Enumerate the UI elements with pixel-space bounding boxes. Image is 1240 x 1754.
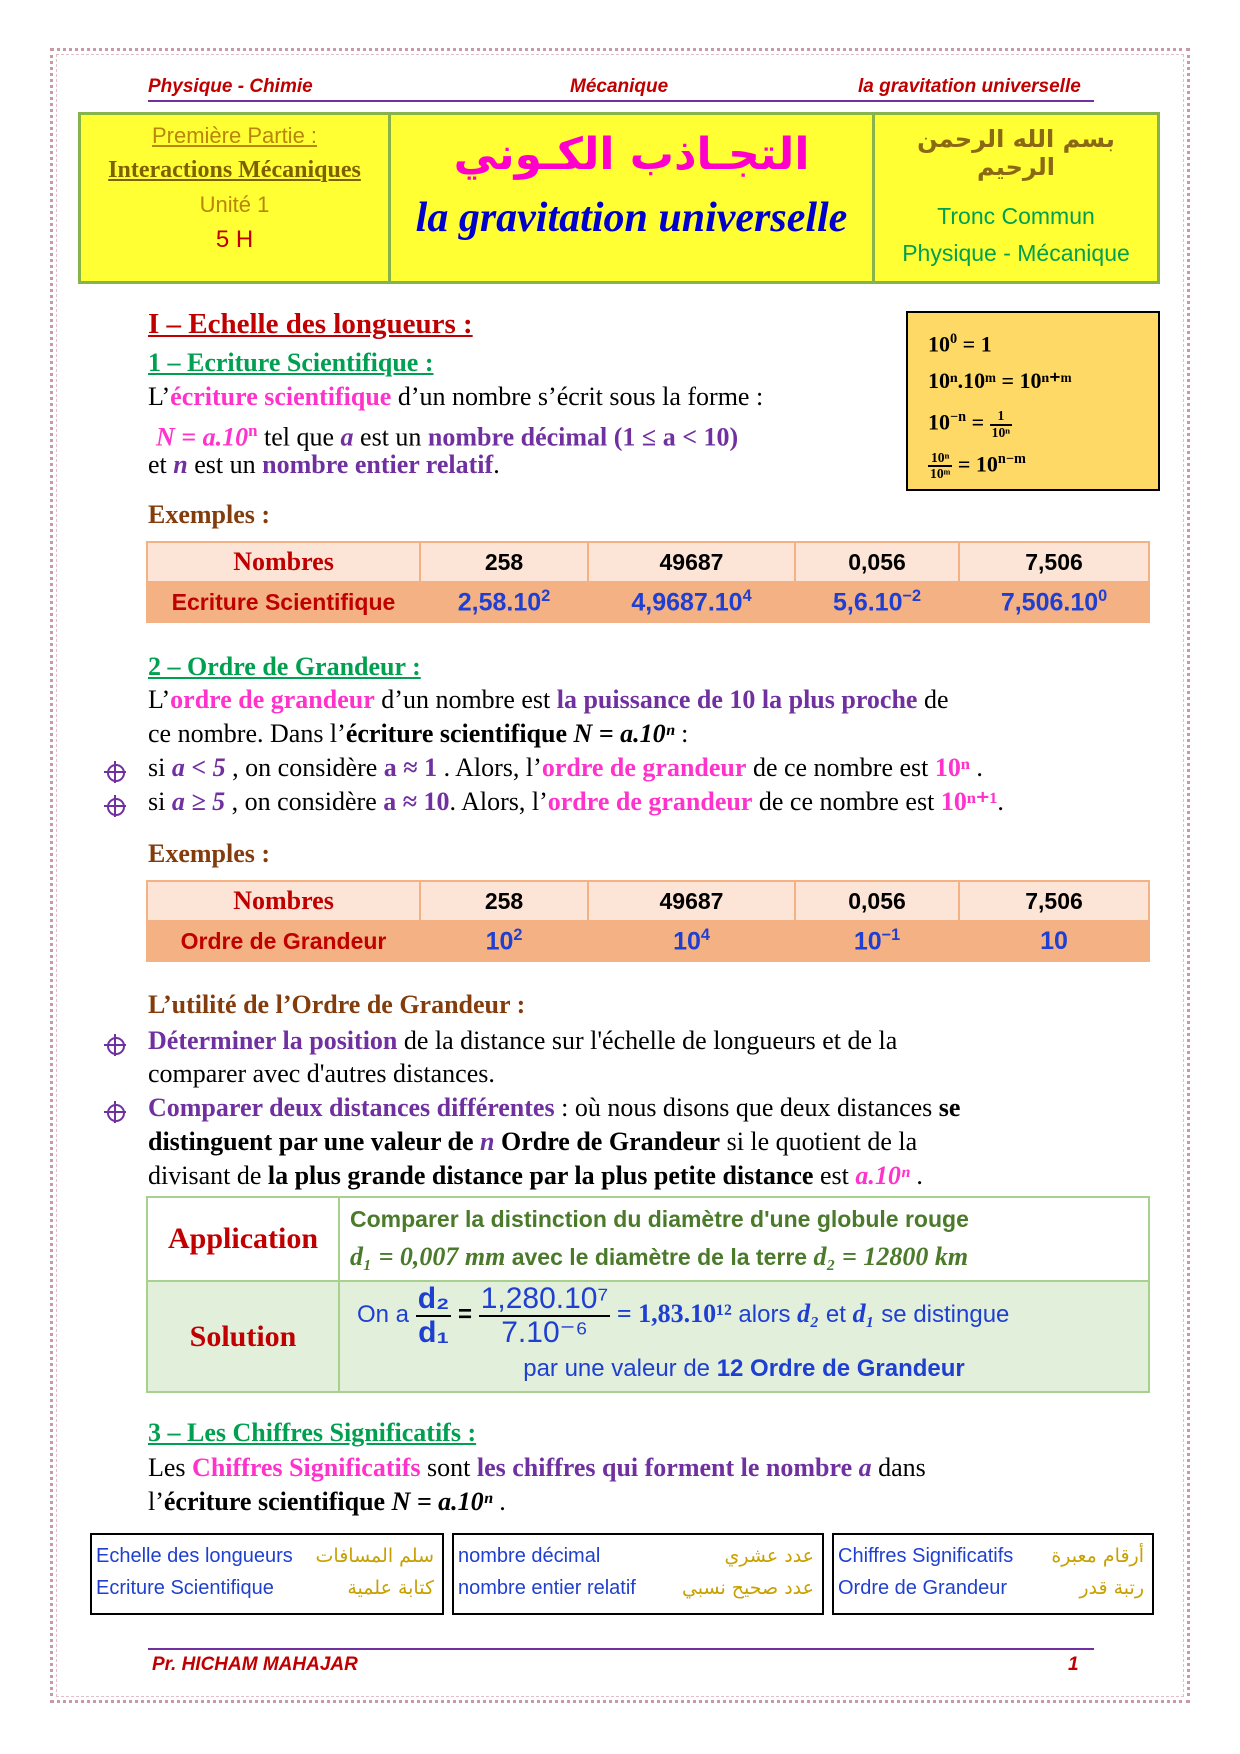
powers-box <box>906 311 1160 491</box>
examples-1-label: Exemples : <box>148 500 271 529</box>
table-cell <box>959 582 1149 622</box>
glossary-box-2 <box>452 1533 824 1615</box>
subsection-3-title: 3 – Les Chiffres Significatifs : <box>148 1418 477 1447</box>
range: (1 ≤ a < 10) <box>607 422 739 452</box>
part-label: Première Partie : <box>151 123 318 148</box>
sci-examples-table <box>146 541 1150 623</box>
hours-label: 5 H <box>215 226 254 253</box>
utility-2-line1 <box>148 1091 960 1125</box>
examples-2-label: Exemples : <box>148 839 271 868</box>
cs-line1 <box>148 1451 926 1485</box>
t: . <box>909 1161 923 1190</box>
t: n <box>480 1127 495 1156</box>
glossary-box-3 <box>832 1533 1154 1615</box>
t: d₂ = 12800 km <box>813 1242 969 1271</box>
t: se <box>938 1093 961 1122</box>
t: , on considère <box>225 787 384 816</box>
num: 10ⁿ <box>928 451 952 467</box>
t: les chiffres qui forment le nombre <box>476 1453 853 1482</box>
glossary-row <box>96 1545 438 1568</box>
var-a: a <box>340 422 354 452</box>
t: 4 <box>742 586 752 605</box>
t: de ce nombre est <box>752 787 941 816</box>
t: 10 <box>853 927 882 956</box>
t: −2 <box>902 586 922 605</box>
text: et <box>148 450 174 479</box>
t: d₂ <box>797 1298 820 1328</box>
power-rule-2: 10ⁿ.10ᵐ = 10ⁿ⁺ᵐ <box>928 368 1072 394</box>
glossary-ar: سلم المسافات <box>315 1545 434 1567</box>
t: si le quotient de la <box>720 1127 918 1156</box>
t: . <box>492 1487 506 1516</box>
og-rule-1 <box>148 751 983 785</box>
t: −n <box>950 409 967 426</box>
t: l’ <box>148 1487 164 1516</box>
table-row <box>147 1281 1149 1392</box>
og-examples-table <box>146 880 1150 962</box>
t: si <box>148 753 172 782</box>
glossary-fr: Echelle des longueurs <box>96 1545 293 1567</box>
den: 10ⁿ <box>991 424 1011 440</box>
utility-heading: L’utilité de l’Ordre de Grandeur : <box>148 990 526 1019</box>
glossary-fr: Chiffres Significatifs <box>838 1545 1014 1567</box>
den: 7.10⁻⁶ <box>501 1315 588 1349</box>
t: ordre de grandeur <box>547 787 753 816</box>
t: 4 <box>700 925 710 944</box>
t: . <box>997 787 1004 816</box>
table-cell <box>795 921 959 961</box>
t: 10ⁿ⁺¹ <box>940 787 998 816</box>
num: 1 <box>990 409 1012 425</box>
t: . <box>969 753 983 782</box>
utility-1-line2: comparer avec d'autres distances. <box>148 1059 495 1088</box>
t: , on considère <box>225 753 384 782</box>
t: a ≈ 10 <box>383 787 450 816</box>
fraction <box>928 451 952 482</box>
t: 0 <box>950 331 958 347</box>
t: par une valeur de <box>523 1355 717 1382</box>
term-integer: nombre entier relatif <box>262 450 494 479</box>
sci-def-line1 <box>148 380 763 414</box>
table-cell: 7,506 <box>959 542 1149 582</box>
glossary-row <box>96 1577 438 1600</box>
t: a ≈ 1 <box>383 753 438 782</box>
t: Comparer deux distances différentes <box>148 1093 555 1122</box>
t: Ordre de Grandeur <box>494 1127 721 1156</box>
t: a.10ⁿ <box>855 1161 910 1190</box>
header-rule <box>148 100 1094 102</box>
text: . <box>493 450 500 479</box>
t: d₁ = 0,007 mm <box>350 1242 506 1271</box>
t: 10 <box>673 927 701 956</box>
title-french: la gravitation universelle <box>415 195 848 241</box>
num: d₂ <box>417 1282 450 1315</box>
banner-right <box>875 115 1157 281</box>
t: ordre de grandeur <box>541 753 747 782</box>
table-cell: 0,056 <box>795 542 959 582</box>
table-row <box>147 921 1149 961</box>
section-1-title: I – Echelle des longueurs : <box>148 308 473 340</box>
t: 10 <box>928 409 950 435</box>
t: . Alors, l’ <box>449 787 548 816</box>
t: 7,506.10 <box>1000 588 1099 617</box>
title-banner <box>78 112 1160 284</box>
og-rule-2 <box>148 785 1004 819</box>
t: = <box>966 409 990 435</box>
glossary-fr: Ecriture Scientifique <box>96 1577 274 1599</box>
table-cell: Ecriture Scientifique <box>147 582 420 622</box>
utility-2-line3 <box>148 1159 923 1193</box>
table-cell: 258 <box>420 881 588 921</box>
term-sci: écriture scientifique <box>170 382 392 411</box>
t: 10 <box>1040 926 1068 955</box>
t: distinguent par une valeur de <box>148 1127 481 1156</box>
glossary-ar: عدد عشري <box>724 1545 814 1567</box>
glossary-ar: رتبة قدر <box>1079 1577 1144 1599</box>
header-right: la gravitation universelle <box>858 76 1081 97</box>
table-cell: 49687 <box>588 542 795 582</box>
application-table <box>146 1196 1150 1393</box>
t: = 10 <box>952 450 998 476</box>
t: d’un nombre est <box>374 685 557 714</box>
og-line2 <box>148 717 688 751</box>
t: N = a.10ⁿ <box>567 719 675 748</box>
t: 4,9687.10 <box>631 588 743 617</box>
t: −1 <box>881 925 901 944</box>
t: est <box>813 1161 856 1190</box>
subsection-1-title: 1 – Ecriture Scientifique : <box>148 348 434 377</box>
header-center: Mécanique <box>570 76 669 97</box>
t: = 1 <box>957 331 992 357</box>
t: 10 <box>485 927 514 956</box>
t: la plus grande distance par la plus petite distance <box>267 1161 814 1190</box>
table-cell: 0,056 <box>795 881 959 921</box>
num: 1,280.10⁷ <box>480 1282 609 1315</box>
title-arabic: التجـاذب الكـوني <box>453 129 810 180</box>
table-cell <box>420 582 588 622</box>
glossary-fr: Ordre de Grandeur <box>838 1577 1007 1599</box>
utility-2-line2 <box>148 1125 917 1159</box>
table-cell <box>588 582 795 622</box>
t: se distingue <box>874 1300 1010 1328</box>
t: 0 <box>1098 586 1108 605</box>
t: L’ <box>148 685 171 714</box>
text: est un <box>353 422 428 452</box>
table-cell <box>588 921 795 961</box>
crosshair-bullet-icon <box>104 1034 126 1056</box>
glossary-row <box>458 1577 818 1600</box>
den: 10ᵐ <box>930 465 951 481</box>
t: Les <box>148 1453 193 1482</box>
t: : <box>674 719 689 748</box>
t: si <box>148 787 172 816</box>
crosshair-bullet-icon <box>104 795 126 817</box>
header-left: Physique - Chimie <box>148 76 313 97</box>
power-rule-4 <box>928 441 1158 482</box>
text: tel que <box>257 422 341 452</box>
t: N = a.10ⁿ <box>385 1487 493 1516</box>
basmala: بسم الله الرحمن الرحيم <box>917 125 1115 181</box>
table-row <box>147 881 1149 921</box>
t: 2,58.10 <box>457 588 542 617</box>
table-cell: Nombres <box>147 542 420 582</box>
table-cell: Nombres <box>147 881 420 921</box>
solution-line2 <box>341 1348 1147 1390</box>
t: écriture scientifique <box>345 719 568 748</box>
t: alors <box>731 1300 798 1328</box>
table-row <box>147 542 1149 582</box>
glossary-fr: nombre décimal <box>458 1545 601 1567</box>
t: a < 5 <box>171 753 226 782</box>
t: Chiffres Significatifs <box>192 1453 421 1482</box>
cs-line2 <box>148 1485 506 1519</box>
var-n: n <box>173 450 188 479</box>
text: L’ <box>148 382 171 411</box>
banner-center <box>391 115 875 281</box>
glossary-row <box>838 1577 1148 1600</box>
text: d’un nombre s’écrit sous la forme : <box>391 382 764 411</box>
solution-line1: On a $\frac{\text{d₂}}{\text{d₁}}$ = $\frac{\text{1,280.10⁷}}{\text{7.10⁻⁶}}$ = 1,83.10¹² alors d₂ et d₁ se distingue <box>357 1282 1010 1349</box>
glossary-row <box>838 1545 1148 1568</box>
unit-label: Unité 1 <box>199 192 270 217</box>
glossary-fr: nombre entier relatif <box>458 1577 636 1599</box>
t: 10 <box>928 331 950 357</box>
power-rule-1 <box>928 321 1158 362</box>
t: divisant de <box>148 1161 268 1190</box>
question-line2 <box>350 1237 1147 1277</box>
formula: N = a.10 <box>156 422 249 452</box>
footer-rule <box>148 1648 1094 1650</box>
power-rule-3 <box>928 399 1158 440</box>
banner-left <box>81 115 391 281</box>
og-line1 <box>148 683 949 717</box>
t: ce nombre. Dans l’ <box>148 719 346 748</box>
sci-def-line3 <box>148 448 500 482</box>
t: ordre de grandeur <box>170 685 375 714</box>
table-cell: 258 <box>420 542 588 582</box>
table-cell <box>959 921 1149 961</box>
application-question <box>339 1197 1149 1281</box>
t: de ce nombre est <box>746 753 935 782</box>
solution-content <box>339 1281 1149 1392</box>
t: dans <box>878 1453 926 1482</box>
question-line1: Comparer la distinction du diamètre d'une globule rouge <box>350 1206 969 1232</box>
t: écriture scientifique <box>163 1487 386 1516</box>
t: n−m <box>997 450 1026 467</box>
glossary-ar: أرقام معبرة <box>1051 1545 1144 1567</box>
t: On a <box>357 1300 416 1328</box>
subject-label: Physique - Mécanique <box>902 240 1130 266</box>
t: sont <box>420 1453 477 1482</box>
t: 12 Ordre de Grandeur <box>716 1355 965 1382</box>
fraction <box>479 1283 611 1348</box>
t: 2 <box>541 586 551 605</box>
t: 5,6.10 <box>832 588 903 617</box>
t: avec le diamètre de la terre <box>505 1244 814 1270</box>
table-cell: Ordre de Grandeur <box>147 921 420 961</box>
t: : où nous disons que deux distances <box>554 1093 939 1122</box>
fraction <box>416 1283 452 1348</box>
glossary-ar: عدد صحيح نسبي <box>681 1577 814 1599</box>
subsection-2-title: 2 – Ordre de Grandeur : <box>148 652 421 681</box>
solution-label: Solution <box>147 1281 339 1392</box>
crosshair-bullet-icon <box>104 1101 126 1123</box>
table-row <box>147 582 1149 622</box>
term-decimal: nombre décimal <box>427 422 608 452</box>
table-row <box>147 1197 1149 1281</box>
footer-author: Pr. HICHAM MAHAJAR <box>152 1654 358 1675</box>
page-number: 1 <box>1068 1654 1079 1675</box>
t: de <box>917 685 949 714</box>
t: a ≥ 5 <box>171 787 226 816</box>
crosshair-bullet-icon <box>104 761 126 783</box>
formula-exp: n <box>248 421 258 440</box>
t: a <box>852 1453 879 1482</box>
glossary-ar: كتابة علمية <box>347 1577 434 1599</box>
t: Déterminer la position <box>148 1026 398 1055</box>
table-cell <box>420 921 588 961</box>
t: = 1,83.10¹² <box>610 1298 732 1328</box>
table-cell <box>795 582 959 622</box>
level-label: Tronc Commun <box>937 203 1095 229</box>
t: de la distance sur l'échelle de longueurs et de la <box>397 1026 898 1055</box>
table-cell: 7,506 <box>959 881 1149 921</box>
glossary-row <box>458 1545 818 1568</box>
t: 10ⁿ <box>934 753 970 782</box>
fraction <box>990 409 1012 440</box>
section-label: Interactions Mécaniques <box>108 157 361 183</box>
glossary-box-1 <box>90 1533 444 1615</box>
text: est un <box>187 450 263 479</box>
table-cell: 49687 <box>588 881 795 921</box>
t: 2 <box>513 925 523 944</box>
den: d₁ <box>418 1315 449 1349</box>
t: et <box>819 1300 853 1328</box>
application-label: Application <box>147 1197 339 1281</box>
t: la puissance de 10 la plus proche <box>556 685 918 714</box>
utility-1-line1 <box>148 1024 897 1058</box>
t: . Alors, l’ <box>437 753 542 782</box>
t: d₁ <box>852 1298 875 1328</box>
